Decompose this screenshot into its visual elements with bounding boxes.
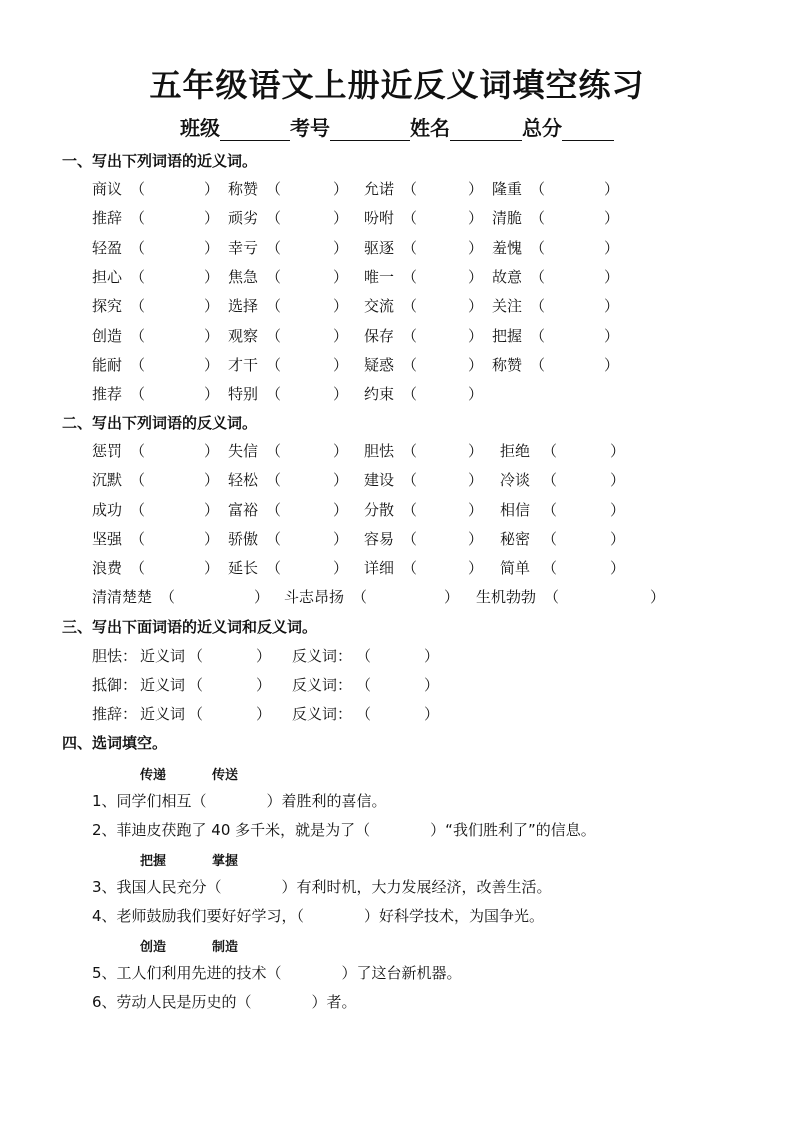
paren-close: ） — [333, 529, 349, 548]
paren-close: ） — [604, 326, 620, 345]
near-anti-row — [0, 674, 794, 696]
paren-open: （ — [542, 559, 558, 578]
answer-blank[interactable] — [176, 586, 254, 606]
answer-blank[interactable] — [418, 237, 468, 257]
answer-blank[interactable] — [282, 237, 333, 257]
paren-close: ） — [204, 180, 220, 198]
paren-close: ） — [333, 209, 349, 228]
paren-open: （ — [352, 588, 368, 606]
paren-open: （ — [402, 209, 418, 228]
answer-blank[interactable] — [418, 266, 468, 286]
paren-close: ） — [604, 209, 620, 228]
paren-open: （ — [402, 442, 418, 460]
paren-open: （ — [544, 588, 560, 606]
answer-blank[interactable] — [146, 383, 204, 403]
paren-close: ） — [256, 676, 272, 694]
answer-blank[interactable] — [418, 469, 468, 489]
answer-blank[interactable] — [146, 325, 204, 345]
paren-close: ） — [333, 326, 349, 345]
word: 唯一 — [364, 267, 395, 286]
paren-open: （ — [130, 180, 146, 198]
paren-open: （ — [266, 238, 282, 257]
paren-open: （ — [266, 180, 282, 198]
word: 能耐 — [92, 355, 123, 374]
paren-close: ） — [610, 471, 626, 490]
paren-open: （ — [266, 297, 282, 316]
word: 浪费 — [92, 559, 123, 578]
paren-close: ） — [333, 238, 349, 257]
answer-blank[interactable] — [418, 295, 468, 315]
paren-open: （ — [356, 705, 372, 723]
word: 允诺 — [364, 180, 395, 198]
paren-open: （ — [542, 529, 558, 548]
paren-close: ） — [468, 180, 484, 198]
paren-open: （ — [266, 500, 282, 519]
paren-open: （ — [402, 180, 418, 198]
answer-blank[interactable] — [558, 528, 610, 548]
paren-open: （ — [356, 647, 372, 665]
word: 坚强 — [92, 529, 123, 548]
near-label: 近义词 — [140, 705, 186, 723]
fill-sentence[interactable]: 1、同学们相互（ ）着胜利的喜信。 — [92, 792, 387, 810]
word: 冷谈 — [500, 471, 531, 490]
answer-blank[interactable] — [146, 178, 204, 198]
paren-open: （ — [530, 180, 546, 198]
paren-close: ） — [204, 442, 220, 460]
word: 交流 — [364, 297, 395, 316]
paren-open: （ — [266, 529, 282, 548]
answer-blank[interactable] — [146, 295, 204, 315]
choice-word: 掌握 — [212, 854, 239, 869]
paren-close: ） — [333, 180, 349, 198]
answer-blank[interactable] — [146, 528, 204, 548]
anti-label: 反义词： — [292, 676, 353, 694]
paren-open: （ — [130, 559, 146, 578]
answer-blank[interactable] — [418, 178, 468, 198]
word: 担心 — [92, 267, 123, 286]
info-exam-blank[interactable] — [330, 120, 410, 141]
paren-close: ） — [204, 297, 220, 316]
word-row — [0, 354, 794, 376]
answer-blank[interactable] — [546, 325, 604, 345]
choice-word: 创造 — [140, 940, 167, 955]
anti-label: 反义词： — [292, 647, 353, 665]
info-score-label: 总分 — [522, 116, 562, 140]
word-row — [0, 499, 794, 521]
near-anti-row — [0, 703, 794, 725]
answer-blank[interactable] — [418, 440, 468, 460]
info-score-blank[interactable] — [562, 120, 614, 141]
paren-close: ） — [468, 267, 484, 286]
paren-close: ） — [204, 326, 220, 345]
fill-sentence[interactable]: 5、工人们利用先进的技术（ ）了这台新机器。 — [92, 964, 462, 982]
word: 富裕 — [228, 500, 259, 519]
paren-close: ） — [610, 529, 626, 548]
near-label: 近义词 — [140, 676, 186, 694]
anti-answer-blank[interactable] — [372, 674, 424, 694]
paren-open: （ — [130, 267, 146, 286]
paren-close: ） — [604, 297, 620, 316]
paren-open: （ — [402, 326, 418, 345]
paren-close: ） — [610, 500, 626, 519]
paren-open: （ — [188, 647, 204, 665]
paren-close: ） — [468, 471, 484, 490]
word: 分散 — [364, 500, 395, 519]
word: 清脆 — [492, 209, 523, 228]
answer-blank[interactable] — [146, 354, 204, 374]
word-row — [0, 325, 794, 347]
word: 秘密 — [500, 529, 531, 548]
idiom: 斗志昂扬 — [284, 588, 345, 606]
answer-blank[interactable] — [282, 325, 333, 345]
word: 失信 — [228, 442, 259, 460]
paren-close: ） — [254, 588, 270, 606]
paren-close: ） — [204, 559, 220, 578]
word: 故意 — [492, 267, 523, 286]
paren-close: ） — [256, 705, 272, 723]
paren-open: （ — [130, 238, 146, 257]
paren-open: （ — [266, 442, 282, 460]
paren-close: ） — [444, 588, 460, 606]
word: 驱逐 — [364, 238, 395, 257]
answer-blank[interactable] — [282, 295, 333, 315]
paren-open: （ — [160, 588, 176, 606]
paren-close: ） — [204, 238, 220, 257]
paren-open: （ — [266, 385, 282, 404]
word: 特别 — [228, 385, 259, 404]
fill-sentence[interactable]: 6、劳动人民是历史的（ ）者。 — [92, 993, 357, 1011]
word: 选择 — [228, 297, 259, 316]
choice-word: 把握 — [140, 854, 167, 869]
paren-open: （ — [402, 471, 418, 490]
paren-open: （ — [130, 209, 146, 228]
paren-close: ） — [333, 267, 349, 286]
word: 关注 — [492, 297, 523, 316]
word-row — [0, 383, 794, 405]
answer-blank[interactable] — [282, 557, 333, 577]
paren-open: （ — [530, 267, 546, 286]
paren-close: ） — [204, 471, 220, 490]
word: 才干 — [228, 355, 259, 374]
paren-close: ） — [204, 500, 220, 519]
paren-open: （ — [130, 442, 146, 460]
paren-open: （ — [266, 326, 282, 345]
paren-open: （ — [402, 355, 418, 374]
paren-close: ） — [424, 676, 440, 694]
paren-open: （ — [402, 385, 418, 404]
answer-blank[interactable] — [418, 383, 468, 403]
paren-close: ） — [204, 529, 220, 548]
idiom: 生机勃勃 — [476, 588, 537, 606]
word: 保存 — [364, 326, 395, 345]
paren-open: （ — [266, 471, 282, 490]
info-class-blank[interactable] — [220, 120, 290, 141]
paren-open: （ — [130, 500, 146, 519]
word-row — [0, 237, 794, 259]
paren-open: （ — [402, 529, 418, 548]
paren-close: ） — [204, 209, 220, 228]
answer-blank[interactable] — [282, 354, 333, 374]
paren-open: （ — [130, 529, 146, 548]
near-answer-blank[interactable] — [204, 674, 256, 694]
word: 创造 — [92, 326, 123, 345]
word: 建设 — [364, 471, 395, 490]
idiom: 清清楚楚 — [92, 588, 153, 606]
answer-blank[interactable] — [146, 499, 204, 519]
paren-close: ） — [610, 442, 626, 460]
answer-blank[interactable] — [418, 499, 468, 519]
word: 成功 — [92, 500, 123, 519]
paren-open: （ — [530, 209, 546, 228]
paren-close: ） — [333, 471, 349, 490]
info-name-blank[interactable] — [450, 120, 522, 141]
paren-close: ） — [604, 355, 620, 374]
paren-close: ） — [468, 500, 484, 519]
answer-blank[interactable] — [546, 295, 604, 315]
answer-blank[interactable] — [282, 469, 333, 489]
word: 羞愧 — [492, 238, 523, 257]
word: 轻松 — [228, 471, 259, 490]
paren-open: （ — [402, 238, 418, 257]
paren-open: （ — [402, 297, 418, 316]
answer-blank[interactable] — [560, 586, 650, 606]
paren-close: ） — [468, 529, 484, 548]
paren-close: ） — [468, 355, 484, 374]
answer-blank[interactable] — [546, 237, 604, 257]
word: 称赞 — [228, 180, 259, 198]
section-1-heading: 一、写出下列词语的近义词。 — [62, 152, 258, 170]
word: 抵御： — [92, 676, 138, 694]
answer-blank[interactable] — [418, 354, 468, 374]
word-row — [0, 178, 794, 200]
answer-blank[interactable] — [146, 557, 204, 577]
word: 延长 — [228, 559, 259, 578]
word: 轻盈 — [92, 238, 123, 257]
word-row — [0, 266, 794, 288]
paren-close: ） — [333, 442, 349, 460]
info-exam-label: 考号 — [290, 116, 330, 140]
paren-open: （ — [530, 326, 546, 345]
word: 拒绝 — [500, 442, 531, 460]
word: 相信 — [500, 500, 531, 519]
word: 吩咐 — [364, 209, 395, 228]
fill-sentence[interactable]: 4、老师鼓励我们要好好学习，（ ）好科学技术，为国争光。 — [92, 907, 545, 925]
near-answer-blank[interactable] — [204, 703, 256, 723]
word-row — [0, 295, 794, 317]
paren-close: ） — [468, 209, 484, 228]
answer-blank[interactable] — [546, 266, 604, 286]
anti-answer-blank[interactable] — [372, 703, 424, 723]
answer-blank[interactable] — [558, 499, 610, 519]
answer-blank[interactable] — [146, 440, 204, 460]
answer-blank[interactable] — [558, 440, 610, 460]
paren-close: ） — [204, 267, 220, 286]
paren-open: （ — [130, 471, 146, 490]
paren-open: （ — [266, 209, 282, 228]
word: 胆怯 — [364, 442, 395, 460]
paren-close: ） — [256, 647, 272, 665]
paren-close: ） — [424, 705, 440, 723]
answer-blank[interactable] — [546, 178, 604, 198]
paren-open: （ — [542, 500, 558, 519]
word: 观察 — [228, 326, 259, 345]
paren-close: ） — [468, 442, 484, 460]
word: 推辞 — [92, 209, 123, 228]
paren-open: （ — [188, 705, 204, 723]
paren-close: ） — [333, 559, 349, 578]
answer-blank[interactable] — [282, 499, 333, 519]
paren-open: （ — [130, 326, 146, 345]
answer-blank[interactable] — [418, 325, 468, 345]
near-label: 近义词 — [140, 647, 186, 665]
paren-close: ） — [650, 588, 666, 606]
answer-blank[interactable] — [282, 440, 333, 460]
near-anti-row — [0, 645, 794, 667]
word: 胆怯： — [92, 647, 138, 665]
answer-blank[interactable] — [418, 557, 468, 577]
word: 约束 — [364, 385, 395, 404]
answer-blank[interactable] — [418, 528, 468, 548]
answer-blank[interactable] — [146, 266, 204, 286]
word-row — [0, 557, 794, 579]
word: 惩罚 — [92, 442, 123, 460]
word: 称赞 — [492, 355, 523, 374]
answer-blank[interactable] — [558, 557, 610, 577]
paren-open: （ — [530, 355, 546, 374]
answer-blank[interactable] — [368, 586, 444, 606]
word: 探究 — [92, 297, 123, 316]
word: 详细 — [364, 559, 395, 578]
idiom-row — [0, 586, 794, 608]
info-class-label: 班级 — [180, 116, 220, 140]
word: 顽劣 — [228, 209, 259, 228]
paren-open: （ — [266, 267, 282, 286]
choice-word: 传送 — [212, 768, 239, 783]
paren-close: ） — [204, 385, 220, 404]
paren-close: ） — [333, 385, 349, 404]
paren-open: （ — [402, 267, 418, 286]
word-row — [0, 528, 794, 550]
paren-open: （ — [266, 355, 282, 374]
section-4-heading: 四、选词填空。 — [62, 734, 168, 752]
word-row — [0, 469, 794, 491]
section-3-heading: 三、写出下面词语的近义词和反义词。 — [62, 618, 318, 636]
word: 把握 — [492, 326, 523, 345]
word: 推荐 — [92, 385, 123, 404]
answer-blank[interactable] — [558, 469, 610, 489]
anti-answer-blank[interactable] — [372, 645, 424, 665]
page-title: 五年级语文上册近反义词填空练习 — [149, 66, 645, 104]
answer-blank[interactable] — [282, 528, 333, 548]
word: 沉默 — [92, 471, 123, 490]
word-row — [0, 440, 794, 462]
word: 隆重 — [492, 180, 523, 198]
near-answer-blank[interactable] — [204, 645, 256, 665]
paren-close: ） — [468, 297, 484, 316]
answer-blank[interactable] — [418, 207, 468, 227]
answer-blank[interactable] — [546, 207, 604, 227]
answer-blank[interactable] — [546, 354, 604, 374]
paren-open: （ — [356, 676, 372, 694]
section-2-heading: 二、写出下列词语的反义词。 — [62, 414, 258, 432]
answer-blank[interactable] — [282, 266, 333, 286]
paren-close: ） — [468, 385, 484, 404]
choice-word: 制造 — [212, 940, 239, 955]
word-row — [0, 207, 794, 229]
paren-close: ） — [468, 559, 484, 578]
paren-close: ） — [610, 559, 626, 578]
answer-blank[interactable] — [282, 383, 333, 403]
word: 幸亏 — [228, 238, 259, 257]
paren-open: （ — [542, 442, 558, 460]
paren-close: ） — [604, 180, 620, 198]
anti-label: 反义词： — [292, 705, 353, 723]
paren-open: （ — [530, 238, 546, 257]
paren-open: （ — [402, 559, 418, 578]
paren-open: （ — [402, 500, 418, 519]
paren-close: ） — [333, 297, 349, 316]
paren-close: ） — [333, 500, 349, 519]
paren-close: ） — [604, 238, 620, 257]
info-name-label: 姓名 — [410, 116, 450, 140]
word: 焦急 — [228, 267, 259, 286]
word: 疑惑 — [364, 355, 395, 374]
fill-sentence[interactable]: 2、菲迪皮茯跑了 40 多千米，就是为了（ ）“我们胜利了”的信息。 — [92, 821, 596, 839]
choice-word: 传递 — [140, 768, 167, 783]
answer-blank[interactable] — [146, 469, 204, 489]
paren-close: ） — [333, 355, 349, 374]
paren-open: （ — [266, 559, 282, 578]
paren-close: ） — [468, 238, 484, 257]
answer-blank[interactable] — [282, 178, 333, 198]
paren-open: （ — [530, 297, 546, 316]
answer-blank[interactable] — [282, 207, 333, 227]
word: 简单 — [500, 559, 531, 578]
answer-blank[interactable] — [146, 207, 204, 227]
paren-open: （ — [130, 355, 146, 374]
fill-sentence[interactable]: 3、我国人民充分（ ）有利时机，大力发展经济，改善生活。 — [92, 878, 552, 896]
word: 容易 — [364, 529, 395, 548]
paren-close: ） — [468, 326, 484, 345]
word: 商议 — [92, 180, 123, 198]
paren-open: （ — [542, 471, 558, 490]
paren-close: ） — [604, 267, 620, 286]
paren-open: （ — [130, 297, 146, 316]
word: 推辞： — [92, 705, 138, 723]
student-info-line — [0, 112, 794, 141]
paren-open: （ — [188, 676, 204, 694]
paren-close: ） — [424, 647, 440, 665]
answer-blank[interactable] — [146, 237, 204, 257]
paren-close: ） — [204, 355, 220, 374]
word: 骄傲 — [228, 529, 259, 548]
paren-open: （ — [130, 385, 146, 404]
